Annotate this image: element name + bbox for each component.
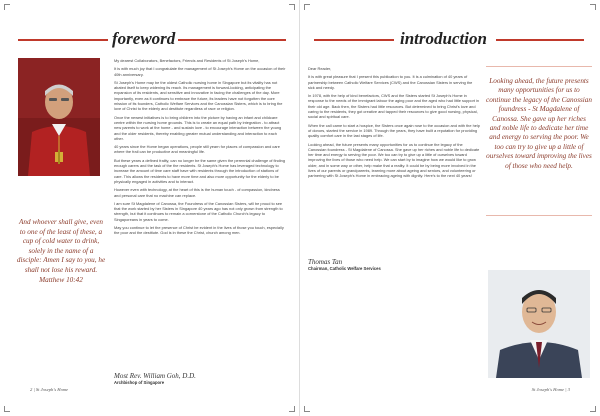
signature-name: Thomas Tan bbox=[308, 258, 343, 266]
corner-mark bbox=[590, 406, 596, 412]
heading-rule-left bbox=[314, 39, 394, 41]
right-page bbox=[300, 0, 600, 416]
introduction-paragraph: Dear Reader, bbox=[308, 66, 332, 71]
foreword-paragraph: But these years a defined frailty, can no longer be the same given the perennial challenge of finding enough carers and the task of the the residents. St Joseph's Home has leveraged technology to increase the amount of time care staff have with residents through the introduction of stations of care. This allows the residents to have more time and also more opportunity for the elderly to be physically engaged in activities and to interact. bbox=[114, 157, 286, 184]
foreword-paragraph: I am sure St Magdalene of Canossa, the Foundress of the Canossian Sisters, will be proud to see that the work started by her Sisters in Singapore 40 years ago has not only grown from strength to strength, but that it continues to remain a cornerstone of the Catholic Church's legacy to Singaporeans in years to come. bbox=[114, 200, 283, 222]
corner-mark bbox=[289, 4, 295, 10]
heading-rule-right bbox=[178, 39, 286, 41]
signature-title: Chairman, Catholic Welfare Services bbox=[308, 266, 381, 271]
corner-mark bbox=[304, 4, 310, 10]
foreword-paragraph: 40 years since the Home began operations, people still yearn for places of compassion and care where the frail can be productive and meaningful life. bbox=[114, 144, 280, 155]
foreword-signature bbox=[114, 372, 286, 386]
archbishop-photo bbox=[18, 58, 100, 176]
foreword-paragraph: Once the newest initiatives is to bring children into the picture by having an infant and childcare centre within the nursing home grounds. This is to create an equal path by integration - to attract new parents to work at the home - and sustain love - to encourage interaction between the young and the older residents, thereby enabling greater mutual understanding and interaction to each other. bbox=[114, 114, 282, 141]
signature-name: Most Rev. William Goh, D.D. bbox=[114, 372, 196, 380]
introduction-paragraph: It is with great pleasure that I present this publication to you. It is a culmination of 40 years of partnership between Catholic Welfare Services (CWS) and the Canossian Sisters in serving the sick and needy. bbox=[308, 74, 473, 90]
foreword-heading: foreword bbox=[112, 29, 176, 48]
corner-mark bbox=[304, 406, 310, 412]
corner-mark bbox=[289, 406, 295, 412]
introduction-quote: Looking ahead, the future presents many opportunities for us to continue the legacy of the Canossian foundress - St Magdalene of Canossa. She gave up her riches and noble life to dedicate her time and energy to serving the poor. We too can try to give up a little of ourselves toward improving the lives of those who need help. bbox=[486, 77, 592, 170]
introduction-paragraph: In 1978, with the help of kind benefactors, CWS and the Sisters started St Joseph's Home in response to the needs of the immigrant labour the aging poor and the aged who had little support in their old age. Back then, the Sisters had little resources. But determined to bring Christ's love and caring to the residents, they got creative and tapped their resources to give good nursing, physical, social and spiritual care. bbox=[308, 93, 480, 120]
corner-mark bbox=[4, 4, 10, 10]
foreword-quote: And whoever shall give, even to one of the least of these, a cup of cold water to drink, solely in the name of a disciple: Amen I say to you, he shall not lose his reward. Matthew 10:42 bbox=[16, 218, 106, 284]
foreword-paragraph: However even with technology, at the heart of this is the human touch - of compassion, kindness and personal care that no machine can replace. bbox=[114, 187, 280, 198]
corner-mark bbox=[590, 4, 596, 10]
foreword-paragraph: May you continue to let the presence of Christ be evident in the lives of those you touch, especially the poor and the destitute. God is in these the Christ, church among men. bbox=[114, 225, 284, 236]
introduction-body bbox=[308, 66, 480, 182]
signature-title: Archbishop of Singapore bbox=[114, 380, 165, 385]
foreword-paragraph: St Joseph's Home may be the oldest Catholic nursing home in Singapore but its vitality has not abated itself to keep widening its reach. Its management is forward-looking, anticipating the expansion of its residents, and sensitive and innovative in facing the challenges of the day. More importantly, even as it continues to embrace the future, its leaders have not forgotten the core mission of its founders, Catholic Welfare Services and the Canossian Sisters, which is to bring the love of Christ to the elderly and destitute regardless of race or religion. bbox=[114, 79, 283, 112]
heading-rule-right bbox=[496, 39, 584, 41]
foreword-paragraph: It is with much joy that I congratulate the management of St Joseph's Home on the occasion of their 40th anniversary. bbox=[114, 66, 286, 77]
foreword-paragraph: My dearest Collaborators, Benefactors, Friends and Residents of St Joseph's Home, bbox=[114, 58, 260, 63]
page-footer-left: 2 | St Joseph's Home bbox=[30, 387, 69, 392]
introduction-paragraph: Looking ahead, the future presents many opportunities for us to continue the legacy of the Canossian foundress - St Magdalene of Canossa. She gave up her riches and noble life to dedicate her time and energy to serving the poor. We too can try to give up a little of ourselves toward improving the lives of those who need help. We can start by to imagine how we would like to grow older, and in some way or other, help make that a reality. It could be by being more involved in the lives of our parents or grandparents, learning more about ageing and seniors, and volunteering or partnering with St Joseph's Home in embracing ageing with dignity. Here's to the next 40 years! bbox=[308, 141, 480, 179]
quote-box bbox=[486, 66, 592, 216]
page-footer-right: St Joseph's Home | 3 bbox=[531, 387, 570, 392]
chairman-photo bbox=[488, 270, 590, 378]
introduction-heading: introduction bbox=[400, 29, 487, 48]
corner-mark bbox=[4, 406, 10, 412]
heading-rule-left bbox=[18, 39, 108, 41]
introduction-paragraph: When the call came to start a hospice, the Sisters once again rose to the occasion and with the help of donors, started the service in 1989. Through the years, they have built a reputation for providing quality comfort care in the last stages of life. bbox=[308, 122, 480, 139]
foreword-body bbox=[114, 58, 286, 239]
introduction-signature bbox=[308, 258, 480, 272]
